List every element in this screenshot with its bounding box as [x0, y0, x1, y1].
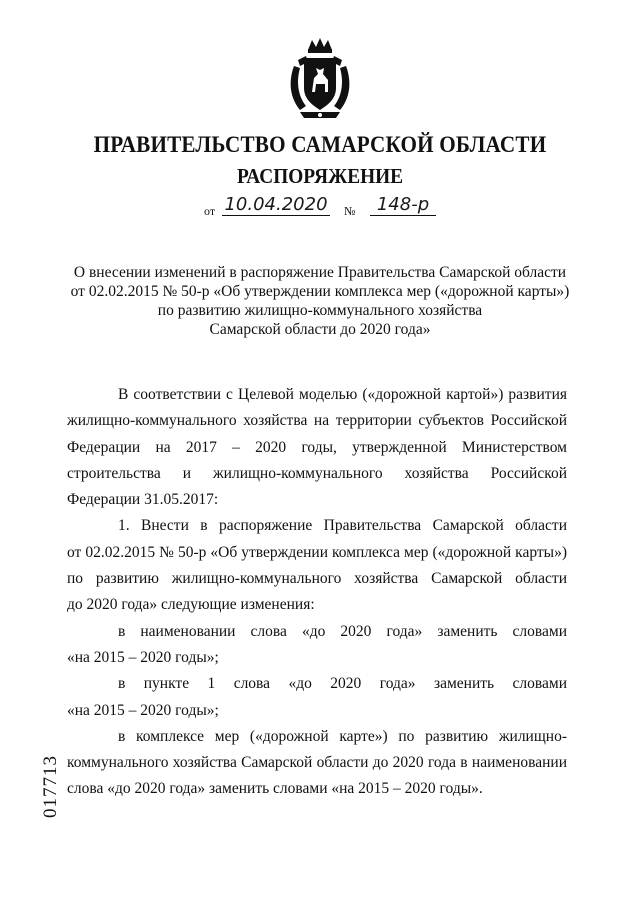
date-label: от	[204, 204, 216, 218]
body-line: в пункте 1 слова «до 2020 года» заменить словами	[118, 675, 567, 693]
preamble-paragraph	[67, 382, 567, 513]
body-line: слова «до 2020 года» заменить словами «на 2015 – 2020 годы».	[67, 780, 483, 798]
body-line: жилищно-коммунального хозяйства на территории субъектов Российской	[67, 412, 567, 430]
document-type: РАСПОРЯЖЕНИЕ	[236, 164, 404, 188]
document-date: 10.04.2020	[222, 195, 330, 216]
subject-line: О внесении изменений в распоряжение Правительства Самарской области	[73, 264, 567, 281]
subject-line: по развитию жилищно-коммунального хозяйства	[157, 302, 483, 319]
document-body	[67, 382, 567, 803]
change-point-1-paragraph	[67, 671, 567, 724]
document-number: 148-р	[370, 195, 436, 216]
coat-of-arms-emblem	[286, 36, 354, 120]
body-line: до 2020 года» следующие изменения:	[67, 596, 315, 614]
registration-number: 017713	[40, 755, 61, 818]
body-line: коммунального хозяйства Самарской области до 2020 года в наименовании	[67, 754, 567, 772]
body-line: строительства и жилищно-коммунального хозяйства Российской	[67, 464, 567, 482]
body-line: «на 2015 – 2020 годы»;	[67, 701, 219, 719]
number-label: №	[344, 204, 356, 218]
body-line: Федерации на 2017 – 2020 годы, утвержденной Министерством	[67, 438, 567, 456]
change-title-paragraph	[67, 619, 567, 672]
subject-line: от 02.02.2015 № 50-р «Об утверждении комплекса мер («дорожной карты»)	[70, 283, 570, 300]
body-line: по развитию жилищно-коммунального хозяйства Самарской области	[67, 570, 567, 588]
change-complex-paragraph	[67, 724, 567, 803]
item-1-paragraph	[67, 513, 567, 618]
government-title: ПРАВИТЕЛЬСТВО САМАРСКОЙ ОБЛАСТИ	[93, 132, 547, 157]
body-line: от 02.02.2015 № 50-р «Об утверждении комплекса мер («дорожной карты»)	[67, 543, 567, 561]
document-subject	[70, 263, 570, 339]
body-line: в комплексе мер («дорожной карте») по развитию жилищно-	[118, 727, 567, 745]
body-line: «на 2015 – 2020 годы»;	[67, 648, 219, 666]
body-line: Федерации 31.05.2017:	[67, 491, 219, 509]
body-line: 1. Внести в распоряжение Правительства Самарской области	[118, 517, 567, 535]
subject-line: Самарской области до 2020 года»	[209, 321, 431, 338]
body-line: в наименовании слова «до 2020 года» заменить словами	[118, 622, 567, 640]
body-line: В соответствии с Целевой моделью («дорожной картой») развития	[118, 386, 567, 403]
dateline	[0, 194, 640, 223]
